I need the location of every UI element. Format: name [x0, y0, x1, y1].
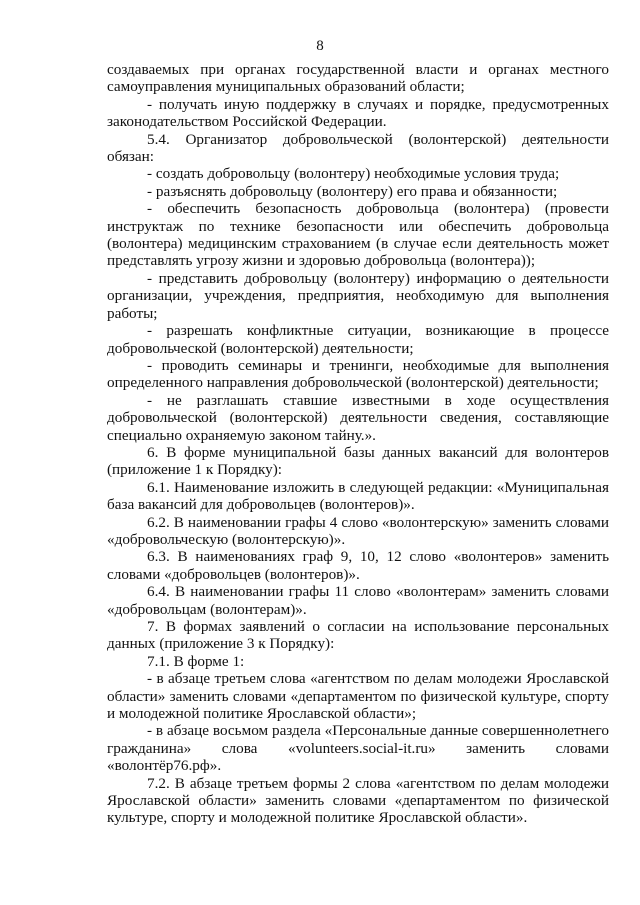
- paragraph-section-7: 7. В формах заявлений о согласии на использование персональных данных (приложение 3 к Порядку):: [107, 618, 609, 653]
- paragraph-list-item: - представить добровольцу (волонтеру) информацию о деятельности организации, учреждения, предприятия, необходимую для выполнения работы;: [107, 269, 609, 322]
- document-body: [107, 61, 609, 827]
- page-number: 8: [316, 38, 324, 54]
- paragraph-list-item: - создать добровольцу (волонтеру) необходимые условия труда;: [147, 165, 560, 183]
- paragraph-section-6-4: 6.4. В наименовании графы 11 слово «волонтерам» заменить словами «добровольцам (волонтерам)».: [107, 583, 609, 618]
- paragraph-section-7-2: 7.2. В абзаце третьем формы 2 слова «агентством по делам молодежи Ярославской области» заменить словами «департаментом по физической культуре, спорту и молодежной политике Ярославской области».: [107, 774, 609, 827]
- paragraph-list-item: - в абзаце восьмом раздела «Персональные данные совершеннолетнего гражданина» слова «volunteers.social-it.ru» заменить словами «волонтёр76.рф».: [107, 722, 609, 775]
- paragraph-continuation: создаваемых при органах государственной власти и органах местного самоуправления муниципальных образований области;: [107, 61, 609, 96]
- paragraph-list-item: - разрешать конфликтные ситуации, возникающие в процессе добровольческой (волонтерской) деятельности;: [107, 322, 609, 357]
- paragraph-list-item: - в абзаце третьем слова «агентством по делам молодежи Ярославской области» заменить словами «департаментом по физической культуре, спорту и молодежной политике Ярославской области»;: [107, 670, 609, 723]
- paragraph-section-6: 6. В форме муниципальной базы данных вакансий для волонтеров (приложение 1 к Порядку):: [107, 443, 609, 479]
- paragraph-list-item: - разъяснять добровольцу (волонтеру) его права и обязанности;: [147, 182, 558, 200]
- paragraph-section-6-1: 6.1. Наименование изложить в следующей редакции: «Муниципальная база вакансий для добровольцев (волонтеров)».: [107, 478, 609, 514]
- paragraph-list-item: - получать иную поддержку в случаях и порядке, предусмотренных законодательством Российской Федерации.: [107, 95, 609, 131]
- paragraph-section-7-1: 7.1. В форме 1:: [147, 652, 245, 670]
- paragraph-list-item: - не разглашать ставшие известными в ходе осуществления добровольческой (волонтерской) деятельности сведения, составляющие специально охраняемую законом тайну.».: [107, 391, 609, 444]
- paragraph-list-item: - обеспечить безопасность добровольца (волонтера) (провести инструктаж по технике безопасности или обеспечить добровольца (волонтера) медицинским страхованием (в случае если деятельность может представлять угрозу жизни и здоровью добровольца (волонтера));: [107, 200, 609, 270]
- paragraph-list-item: - проводить семинары и тренинги, необходимые для выполнения определенного направления добровольческой (волонтерской) деятельности;: [107, 356, 609, 392]
- paragraph-section-5-4: 5.4. Организатор добровольческой (волонтерской) деятельности обязан:: [107, 130, 609, 166]
- paragraph-section-6-3: 6.3. В наименованиях граф 9, 10, 12 слово «волонтеров» заменить словами «добровольцев (волонтеров)».: [107, 548, 609, 583]
- paragraph-section-6-2: 6.2. В наименовании графы 4 слово «волонтерскую» заменить словами «добровольческую (волонтерскую)».: [107, 513, 609, 548]
